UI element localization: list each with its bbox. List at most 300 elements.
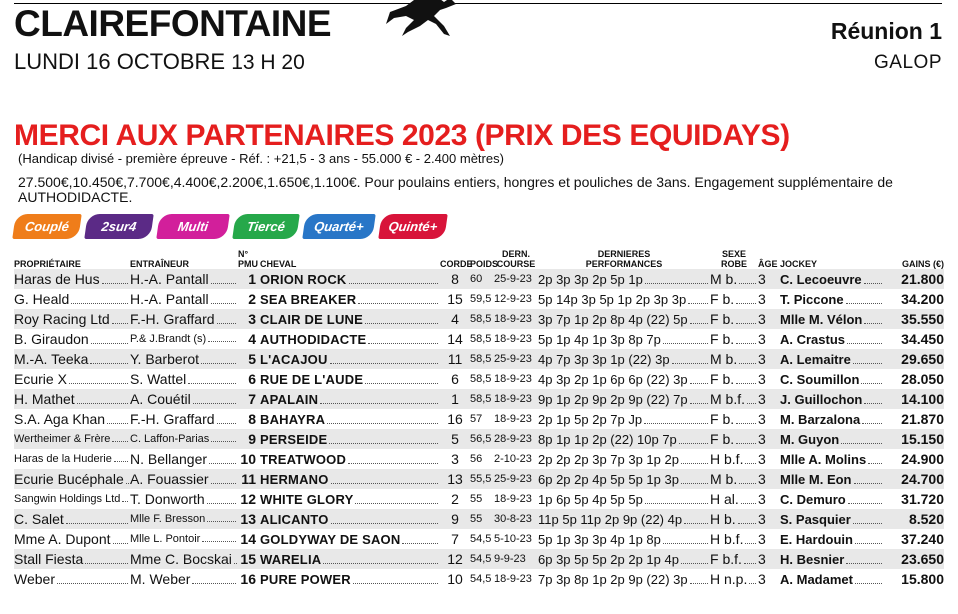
trainer-cell [130,349,238,369]
coat-cell [710,409,758,429]
dot-leader [217,323,236,324]
race-subtitle: (Handicap divisé - première épreuve - Réf. : +21,5 - 3 ans - 55.000 € - 2.400 mètres) [18,151,504,166]
trainer-cell-text: C. Laffon-Parias [130,433,210,445]
dot-leader [846,563,882,564]
dot-leader [107,423,128,424]
jockey-cell-text: A. Lemaitre [780,351,851,367]
trainer-cell-text: T. Donworth [130,491,205,507]
dot-leader [208,341,236,342]
owner-cell [14,509,130,529]
earnings-cell: 23.650 [884,549,944,569]
table-row [14,529,944,549]
dot-leader [69,383,128,384]
owner-cell-text: C. Salet [14,511,64,527]
trainer-cell [130,549,238,569]
performances-cell [538,549,710,569]
jockey-cell [774,309,884,329]
performances-cell-text: 4p 7p 3p 3p 1p (22) 3p [538,351,670,367]
trainer-cell-text: Mlle F. Bresson [130,513,206,525]
trainer-cell [130,529,238,549]
weight-cell: 58,5 [470,349,494,369]
weight-cell: 56,5 [470,429,494,449]
table-row [14,429,944,449]
coat-cell-text: H b. [710,511,736,527]
discipline-label: GALOP [874,52,942,73]
trainer-cell [130,569,238,589]
runners-table [14,249,944,589]
trainer-cell [130,369,238,389]
dot-leader [645,503,708,504]
dot-leader [90,363,128,364]
jockey-cell [774,289,884,309]
performances-cell-text: 2p 2p 2p 3p 7p 3p 1p 2p [538,451,679,467]
dot-leader [749,583,756,584]
performances-cell-text: 3p 7p 1p 2p 8p 4p (22) 5p [538,311,688,327]
weight-cell: 55,5 [470,469,494,489]
horse-name [260,429,440,449]
owner-cell-text: G. Heald [14,291,70,307]
last-race-date: 9-9-23 [494,549,538,569]
table-row [14,549,944,569]
race-conditions: 27.500€,10.450€,7.700€,4.400€,2.200€,1.650€,1.100€. Pour poulains entiers, hongres et pouliches de 3ans. Engagement supplémentaire de AUTHODIDACTE. [18,174,893,205]
col-trainer: ENTRAÎNEUR [130,259,190,269]
dot-leader [679,443,708,444]
table-row [14,309,944,329]
pmu-number: 11 [238,469,260,489]
jockey-cell-text: H. Besnier [780,551,845,567]
last-race-date: 2-10-23 [494,453,532,465]
dot-leader [681,563,708,564]
dot-leader [331,483,438,484]
jockey-cell-text: M. Guyon [780,431,840,447]
pmu-number: 14 [240,531,256,547]
trainer-cell [130,309,238,329]
owner-cell-text: Haras de Hus [14,271,100,287]
jockey-cell-text: T. Piccone [780,291,844,307]
draw-cell: 6 [451,371,459,387]
col-last-race [494,249,538,269]
col-last-race-bottom: COURSE [496,259,536,269]
horse-name [260,509,440,529]
jockey-cell [774,329,884,349]
performances-cell [538,429,710,449]
col-owner: PROPRIÉTAIRE [14,259,81,269]
dot-leader [862,423,882,424]
col-perf-bottom: PERFORMANCES [585,259,663,269]
performances-cell-text: 5p 1p 3p 3p 4p 1p 8p [538,531,661,547]
earnings-cell: 8.520 [884,509,944,529]
pmu-number: 1 [238,269,260,289]
performances-cell [538,309,710,329]
owner-cell [14,389,130,409]
jockey-cell-text: Mlle A. Molins [780,451,867,467]
earnings-cell: 34.450 [901,331,944,347]
age-cell: 3 [758,531,766,547]
weight-cell: 58,5 [470,373,492,385]
age-cell: 3 [758,371,766,387]
draw-cell: 1 [440,389,470,409]
dot-leader [102,283,128,284]
dot-leader [736,423,756,424]
performances-cell [538,369,710,389]
pmu-number: 13 [238,509,260,529]
dot-leader [211,303,236,304]
dot-leader [855,583,882,584]
owner-cell-text: Weber [14,571,55,587]
draw-cell: 4 [440,309,470,329]
coat-cell [710,289,758,309]
dot-leader [846,303,882,304]
owner-cell-text: Roy Racing Ltd [14,311,110,327]
horse-name-text: ORION ROCK [260,271,347,287]
owner-cell [14,569,130,589]
age-cell: 3 [758,389,774,409]
dot-leader [848,503,882,504]
owner-cell [14,489,130,509]
horse-name [260,349,440,369]
last-race-date: 18-9-23 [494,333,532,345]
bet-badge: 2sur4 [84,214,154,239]
owner-cell-text: Sangwin Holdings Ltd [14,493,121,505]
table-row [14,289,944,309]
jockey-cell-text: J. Guillochon [780,391,863,407]
owner-cell [14,549,130,569]
table-row [14,329,944,349]
horse-name [260,569,440,589]
date-text: LUNDI 16 OCTOBRE [14,49,226,74]
jockey-cell [774,569,884,589]
dot-leader [864,403,882,404]
race-title: MERCI AUX PARTENAIRES 2023 (PRIX DES EQUIDAYS) [14,119,790,152]
dot-leader [739,483,756,484]
dot-leader [365,383,438,384]
galloping-horse-icon [384,0,464,40]
dot-leader [122,501,128,502]
owner-cell [14,369,130,389]
dot-leader [855,543,882,544]
coat-cell-text: F b. [710,431,735,447]
horse-name-text: PERSEIDE [260,431,328,447]
weight-cell: 56 [470,453,483,465]
coat-cell [710,469,758,489]
performances-cell-text: 9p 1p 2p 9p 2p 9p (22) 7p [538,391,688,407]
dot-leader [663,343,708,344]
last-race-date: 18-9-23 [494,573,532,585]
draw-cell: 2 [451,491,459,507]
coat-cell [710,389,758,409]
performances-cell-text: 5p 14p 3p 5p 1p 2p 3p 3p [538,291,687,307]
dot-leader [741,503,756,504]
earnings-cell: 31.720 [901,491,944,507]
owner-cell-text: Ecurie X [14,371,67,387]
pmu-number: 7 [238,389,260,409]
col-last-race-top: DERN. [501,249,530,259]
coat-cell [710,569,758,589]
earnings-cell: 21.870 [901,411,944,427]
weight-cell: 55 [470,509,494,529]
dot-leader [355,503,438,504]
weight-cell: 60 [470,269,494,289]
dot-leader [188,383,236,384]
dot-leader [868,463,882,464]
jockey-cell-text: S. Pasquier [780,511,851,527]
performances-cell [538,569,710,589]
draw-cell: 8 [440,269,470,289]
earnings-cell: 29.650 [884,349,944,369]
trainer-cell-text: M. Weber [130,571,191,587]
draw-cell: 9 [440,509,470,529]
last-race-date: 30-8-23 [494,509,538,529]
dot-leader [91,343,128,344]
dot-leader [365,323,438,324]
age-cell: 3 [758,331,766,347]
dot-leader [126,483,129,484]
jockey-cell [774,409,884,429]
horse-name [260,469,440,489]
coat-cell-text: M b. [710,271,738,287]
trainer-cell-text: A. Fouassier [130,471,209,487]
jockey-cell [774,389,884,409]
horse-name-text: WARELIA [260,551,322,567]
dot-leader [681,483,708,484]
performances-cell-text: 5p 1p 4p 1p 3p 8p 7p [538,331,661,347]
horse-name-text: ALICANTO [260,511,329,527]
draw-cell: 11 [440,349,470,369]
dot-leader [861,383,882,384]
dot-leader [402,543,438,544]
jockey-cell [774,449,884,469]
earnings-cell: 24.700 [884,469,944,489]
dot-leader [684,523,708,524]
horse-name [260,389,440,409]
trainer-cell-text: F.-H. Graffard [130,411,215,427]
jockey-cell-text: E. Hardouin [780,531,853,547]
coat-cell-text: F b. [710,311,735,327]
jockey-cell-text: A. Madamet [780,571,853,587]
horse-name-text: APALAIN [260,391,319,407]
horse-name [260,289,440,309]
pmu-number: 4 [248,331,256,347]
race-date [14,49,305,76]
jockey-cell [774,429,884,449]
performances-cell-text: 7p 3p 8p 1p 2p 9p (22) 3p [538,571,688,587]
dot-leader [320,403,438,404]
jockey-cell [774,349,884,369]
horse-name [260,529,440,549]
racecourse-name: CLAIREFONTAINE [14,3,332,44]
weight-cell: 54,5 [470,533,492,545]
draw-cell: 15 [447,291,463,307]
dot-leader [57,583,128,584]
dot-leader [113,543,129,544]
coat-cell [710,529,758,549]
coat-cell [710,269,758,289]
dot-leader [864,323,882,324]
dot-leader [331,523,438,524]
col-horse: CHEVAL [260,259,297,269]
table-row [14,489,944,509]
bet-badge: Tiercé [232,214,300,239]
pmu-number: 8 [248,411,256,427]
horse-name-text: RUE DE L'AUDE [260,371,364,387]
trainer-cell-text: F.-H. Graffard [130,311,215,327]
draw-cell: 16 [447,411,463,427]
weight-cell: 58,5 [470,333,492,345]
table-row [14,569,944,589]
jockey-cell-text: C. Soumillon [780,371,860,387]
last-race-date: 18-9-23 [494,413,532,425]
owner-cell-text: M.-A. Teeka [14,351,89,367]
dot-leader [192,583,236,584]
horse-name-text: L'ACAJOU [260,351,328,367]
dot-leader [201,363,236,364]
owner-cell-text: Haras de la Huderie [14,453,112,465]
table-row [14,509,944,529]
performances-cell [538,409,710,429]
coat-cell-text: H al. [710,491,739,507]
jockey-cell [774,269,884,289]
weight-cell: 59,5 [470,293,492,305]
dot-leader [688,303,708,304]
coat-cell [710,509,758,529]
coat-cell-text: H b.f. [710,531,744,547]
table-row [14,369,944,389]
jockey-cell-text: Mlle M. Eon [780,471,852,487]
dot-leader [217,423,236,424]
draw-cell: 13 [440,469,470,489]
coat-cell-text: H b.f. [710,451,744,467]
dot-leader [358,303,438,304]
bet-badge: Multi [156,214,230,239]
dot-leader [736,323,756,324]
dot-leader [681,463,708,464]
coat-cell-text: F b. [710,371,735,387]
owner-cell-text: Wertheimer & Frère [14,433,111,445]
pmu-number: 10 [240,451,256,467]
pmu-number: 5 [238,349,260,369]
col-num [238,249,260,269]
last-race-date: 18-9-23 [494,493,532,505]
performances-cell-text: 4p 3p 2p 1p 6p 6p (22) 3p [538,371,688,387]
dot-leader [736,343,756,344]
performances-cell [538,289,710,309]
coat-cell-text: M b. [710,351,738,367]
jockey-cell-text: C. Lecoeuvre [780,271,862,287]
dot-leader [847,343,882,344]
col-coat [710,249,758,269]
horse-name-text: TREATWOOD [260,451,347,467]
trainer-cell-text: A. Couétil [130,391,191,407]
dot-leader [112,323,128,324]
earnings-cell: 34.200 [901,291,944,307]
age-cell: 3 [758,309,774,329]
coat-cell-text: H n.p. [710,571,748,587]
table-row [14,449,944,469]
earnings-cell: 21.800 [884,269,944,289]
trainer-cell [130,289,238,309]
owner-cell [14,349,130,369]
jockey-cell-text: C. Demuro [780,491,846,507]
bet-badge: Quinté+ [378,214,448,239]
col-earnings: GAINS (€) [901,259,944,269]
earnings-cell: 14.100 [884,389,944,409]
draw-cell: 7 [451,531,459,547]
trainer-cell-text: N. Bellanger [130,451,208,467]
owner-cell-text: H. Mathet [14,391,75,407]
jockey-cell [774,549,884,569]
coat-cell-text: M b. [710,471,738,487]
table-row [14,269,944,289]
weight-cell: 58,5 [470,389,494,409]
earnings-cell: 28.050 [901,371,944,387]
pmu-number: 16 [240,571,256,587]
dot-leader [745,543,756,544]
performances-cell [538,529,710,549]
trainer-cell [130,429,238,449]
bet-badge: Quarté+ [302,214,376,239]
age-cell: 3 [758,429,774,449]
dot-leader [323,563,438,564]
performances-cell [538,489,710,509]
table-row [14,389,944,409]
col-perf [538,249,710,269]
dot-leader [739,363,756,364]
dot-leader [211,441,236,442]
horse-name-text: GOLDYWAY DE SAON [260,531,401,547]
performances-cell-text: 1p 6p 5p 4p 5p 5p [538,491,643,507]
dot-leader [739,283,756,284]
last-race-date: 18-9-23 [494,309,538,329]
dot-leader [329,443,438,444]
dot-leader [853,523,882,524]
dot-leader [854,483,883,484]
trainer-cell [130,329,238,349]
performances-cell-text: 2p 1p 5p 2p 7p Jp [538,411,643,427]
dot-leader [738,523,756,524]
dot-leader [368,343,438,344]
horse-name [260,549,440,569]
earnings-cell: 35.550 [884,309,944,329]
dot-leader [66,523,128,524]
horse-name-text: HERMANO [260,471,329,487]
dot-leader [736,443,756,444]
horse-name [260,309,440,329]
trainer-cell-text: Mlle L. Pontoir [130,533,201,545]
dot-leader [77,403,128,404]
coat-cell [710,489,758,509]
draw-cell: 10 [447,571,463,587]
last-race-date: 12-9-23 [494,293,532,305]
dot-leader [234,563,237,564]
last-race-date: 5-10-23 [494,533,532,545]
horse-name [260,269,440,289]
jockey-cell [774,509,884,529]
col-coat-bottom: ROBE [720,259,747,269]
dot-leader [745,463,756,464]
performances-cell [538,469,710,489]
performances-cell-text: 2p 3p 3p 2p 5p 1p [538,271,643,287]
coat-cell-text: F b. [710,331,735,347]
age-cell: 3 [758,549,774,569]
bet-badge: Couplé [12,214,82,239]
col-num-bottom: PMU [238,259,258,269]
age-cell: 3 [758,571,766,587]
dot-leader [663,543,708,544]
pmu-number: 9 [238,429,260,449]
draw-cell: 3 [451,451,459,467]
coat-cell-text: F b.f. [710,551,742,567]
dot-leader [645,283,708,284]
